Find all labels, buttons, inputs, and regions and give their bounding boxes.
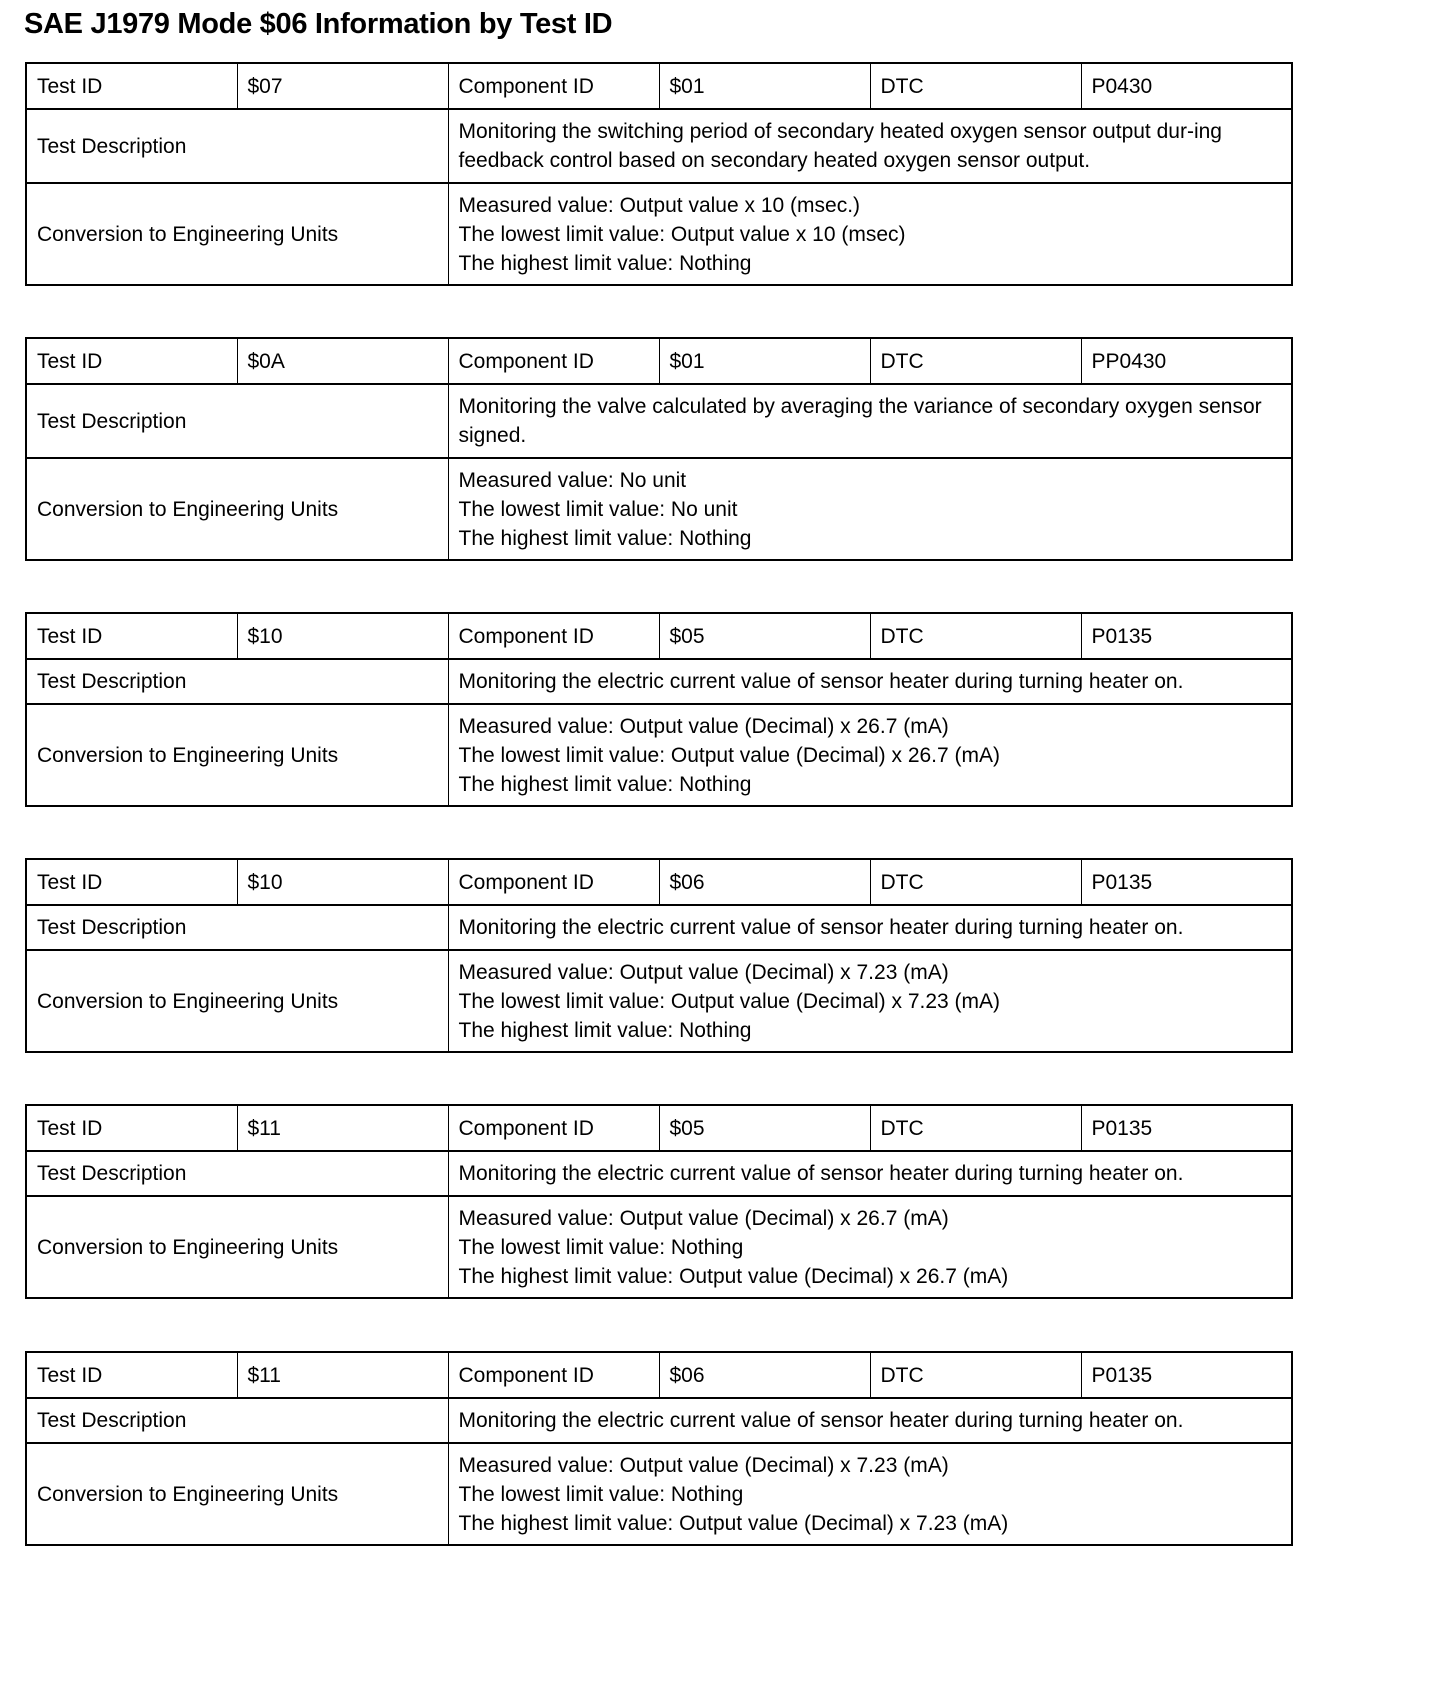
conversion-line: Measured value: Output value (Decimal) x 7.23 (mA) bbox=[458, 960, 949, 984]
test-description-value: Monitoring the electric current value of sensor heater during turning heater on. bbox=[448, 1398, 1292, 1443]
component-id-value: $01 bbox=[659, 63, 870, 109]
component-id-value: $05 bbox=[659, 613, 870, 659]
conversion-line: Measured value: Output value (Decimal) x 26.7 (mA) bbox=[458, 714, 949, 738]
conversion-value bbox=[448, 950, 1292, 1052]
header-row bbox=[26, 63, 1292, 109]
component-id-label: Component ID bbox=[448, 613, 659, 659]
conversion-value bbox=[448, 1196, 1292, 1298]
component-id-label: Component ID bbox=[448, 1105, 659, 1151]
conversion-row bbox=[26, 1443, 1292, 1545]
dtc-value: P0135 bbox=[1081, 1352, 1292, 1398]
conversion-row bbox=[26, 704, 1292, 806]
dtc-label: DTC bbox=[870, 1105, 1081, 1151]
test-id-value: $10 bbox=[237, 859, 448, 905]
dtc-value: PP0430 bbox=[1081, 338, 1292, 384]
test-description-label: Test Description bbox=[26, 659, 448, 704]
test-description-label: Test Description bbox=[26, 384, 448, 458]
conversion-line: The lowest limit value: Output value x 10 (msec) bbox=[458, 222, 906, 246]
conversion-line: The lowest limit value: No unit bbox=[458, 497, 738, 521]
header-row bbox=[26, 1352, 1292, 1398]
test-id-label: Test ID bbox=[26, 1105, 237, 1151]
page-title: SAE J1979 Mode $06 Information by Test ID bbox=[24, 8, 613, 40]
conversion-label: Conversion to Engineering Units bbox=[26, 950, 448, 1052]
conversion-line: Measured value: Output value (Decimal) x 7.23 (mA) bbox=[458, 1453, 949, 1477]
conversion-line: The highest limit value: Nothing bbox=[458, 1018, 752, 1042]
header-row bbox=[26, 338, 1292, 384]
header-row bbox=[26, 1105, 1292, 1151]
test-table bbox=[25, 858, 1293, 1053]
test-description-value: Monitoring the switching period of secondary heated oxygen sensor output dur-ing feedback control based on secondary heated oxygen sensor output. bbox=[448, 109, 1292, 183]
component-id-value: $06 bbox=[659, 859, 870, 905]
test-description-label: Test Description bbox=[26, 1398, 448, 1443]
test-id-value: $10 bbox=[237, 613, 448, 659]
description-row bbox=[26, 905, 1292, 950]
conversion-line: The highest limit value: Output value (Decimal) x 26.7 (mA) bbox=[458, 1264, 1009, 1288]
dtc-label: DTC bbox=[870, 1352, 1081, 1398]
dtc-value: P0135 bbox=[1081, 859, 1292, 905]
description-row bbox=[26, 1151, 1292, 1196]
test-id-value: $11 bbox=[237, 1352, 448, 1398]
conversion-line: The lowest limit value: Output value (Decimal) x 7.23 (mA) bbox=[458, 989, 1001, 1013]
conversion-line: The lowest limit value: Nothing bbox=[458, 1235, 744, 1259]
test-id-value: $0A bbox=[237, 338, 448, 384]
description-row bbox=[26, 1398, 1292, 1443]
conversion-line: Measured value: No unit bbox=[458, 468, 687, 492]
test-description-value: Monitoring the electric current value of sensor heater during turning heater on. bbox=[448, 659, 1292, 704]
conversion-label: Conversion to Engineering Units bbox=[26, 1196, 448, 1298]
conversion-line: The highest limit value: Nothing bbox=[458, 526, 752, 550]
component-id-value: $01 bbox=[659, 338, 870, 384]
dtc-value: P0135 bbox=[1081, 613, 1292, 659]
component-id-label: Component ID bbox=[448, 859, 659, 905]
component-id-label: Component ID bbox=[448, 63, 659, 109]
test-id-label: Test ID bbox=[26, 63, 237, 109]
conversion-row bbox=[26, 458, 1292, 560]
conversion-line: The highest limit value: Output value (Decimal) x 7.23 (mA) bbox=[458, 1511, 1009, 1535]
test-table bbox=[25, 62, 1293, 286]
dtc-value: P0135 bbox=[1081, 1105, 1292, 1151]
test-table bbox=[25, 1104, 1293, 1299]
conversion-label: Conversion to Engineering Units bbox=[26, 1443, 448, 1545]
test-id-label: Test ID bbox=[26, 338, 237, 384]
test-table bbox=[25, 1351, 1293, 1546]
test-table bbox=[25, 337, 1293, 561]
conversion-value bbox=[448, 183, 1292, 285]
conversion-line: The lowest limit value: Output value (Decimal) x 26.7 (mA) bbox=[458, 743, 1001, 767]
conversion-value bbox=[448, 1443, 1292, 1545]
test-description-label: Test Description bbox=[26, 109, 448, 183]
conversion-label: Conversion to Engineering Units bbox=[26, 183, 448, 285]
test-id-label: Test ID bbox=[26, 613, 237, 659]
dtc-label: DTC bbox=[870, 859, 1081, 905]
test-id-value: $11 bbox=[237, 1105, 448, 1151]
dtc-label: DTC bbox=[870, 613, 1081, 659]
dtc-value: P0430 bbox=[1081, 63, 1292, 109]
dtc-label: DTC bbox=[870, 338, 1081, 384]
conversion-row bbox=[26, 950, 1292, 1052]
header-row bbox=[26, 859, 1292, 905]
description-row bbox=[26, 659, 1292, 704]
conversion-row bbox=[26, 1196, 1292, 1298]
conversion-value bbox=[448, 704, 1292, 806]
conversion-line: The highest limit value: Nothing bbox=[458, 251, 752, 275]
conversion-value bbox=[448, 458, 1292, 560]
component-id-label: Component ID bbox=[448, 338, 659, 384]
test-id-label: Test ID bbox=[26, 859, 237, 905]
test-table bbox=[25, 612, 1293, 807]
conversion-label: Conversion to Engineering Units bbox=[26, 458, 448, 560]
test-description-value: Monitoring the valve calculated by averaging the variance of secondary oxygen sensor signed. bbox=[448, 384, 1292, 458]
header-row bbox=[26, 613, 1292, 659]
test-description-value: Monitoring the electric current value of sensor heater during turning heater on. bbox=[448, 905, 1292, 950]
description-row bbox=[26, 384, 1292, 458]
test-description-value: Monitoring the electric current value of sensor heater during turning heater on. bbox=[448, 1151, 1292, 1196]
test-description-label: Test Description bbox=[26, 905, 448, 950]
component-id-label: Component ID bbox=[448, 1352, 659, 1398]
conversion-line: Measured value: Output value (Decimal) x 26.7 (mA) bbox=[458, 1206, 949, 1230]
conversion-label: Conversion to Engineering Units bbox=[26, 704, 448, 806]
dtc-label: DTC bbox=[870, 63, 1081, 109]
conversion-line: The highest limit value: Nothing bbox=[458, 772, 752, 796]
test-id-value: $07 bbox=[237, 63, 448, 109]
conversion-line: Measured value: Output value x 10 (msec.) bbox=[458, 193, 861, 217]
conversion-row bbox=[26, 183, 1292, 285]
description-row bbox=[26, 109, 1292, 183]
test-id-label: Test ID bbox=[26, 1352, 237, 1398]
component-id-value: $06 bbox=[659, 1352, 870, 1398]
test-description-label: Test Description bbox=[26, 1151, 448, 1196]
conversion-line: The lowest limit value: Nothing bbox=[458, 1482, 744, 1506]
component-id-value: $05 bbox=[659, 1105, 870, 1151]
